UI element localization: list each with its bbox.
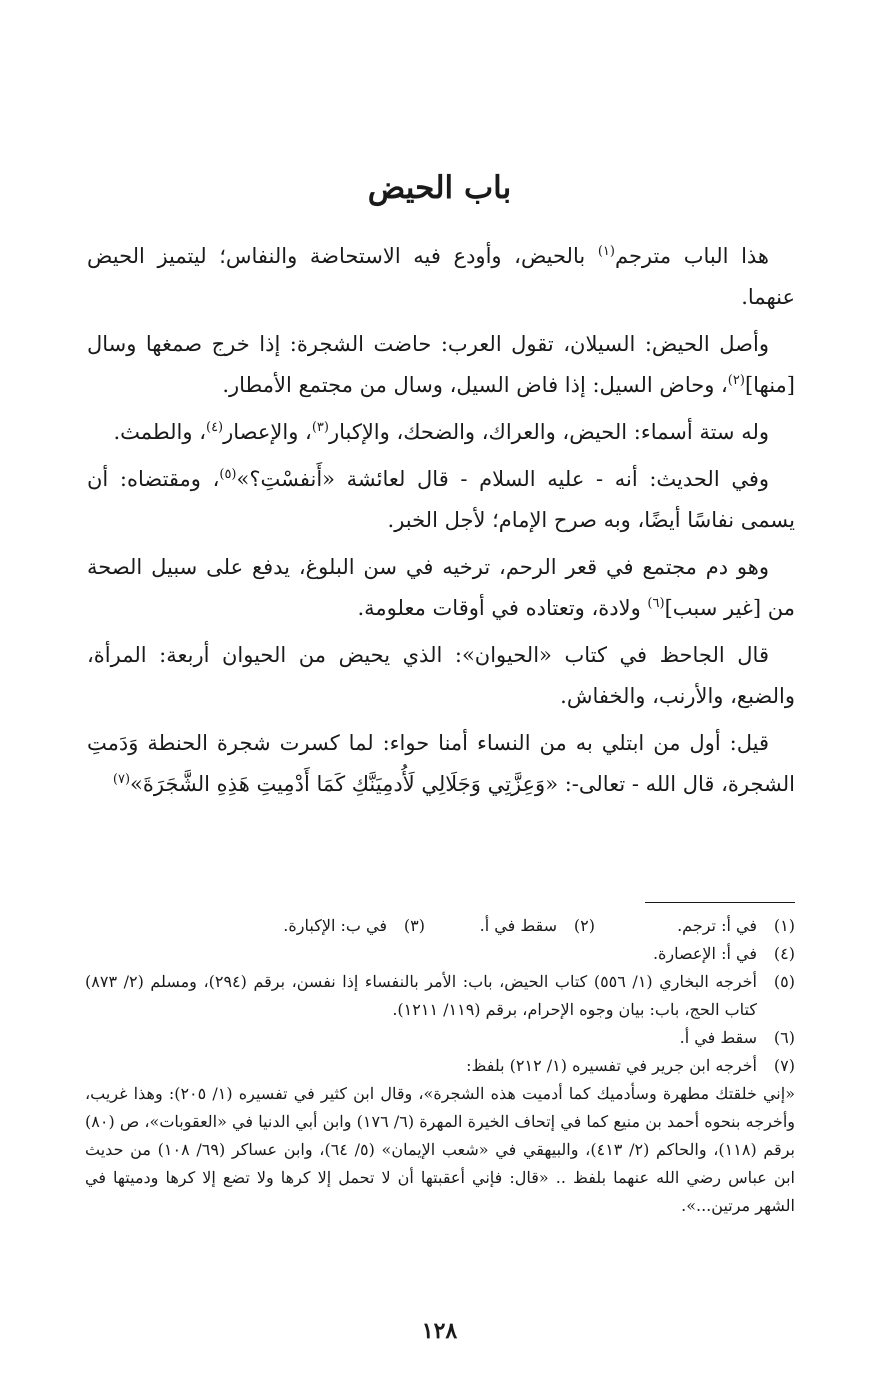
footnote-text: سقط في أ. [479,916,557,935]
footnote-number: (١) [773,916,795,935]
footnote-1 [595,912,795,940]
footnote-number: (٢) [573,916,595,935]
paragraph-text: وله ستة أسماء: الحيض، والعراك، والضحك، والإكبار [328,420,769,444]
footnote-ref-1[interactable]: (١) [597,244,615,259]
footnote-ref-5[interactable]: (٥) [219,467,237,482]
footnote-3 [283,912,425,940]
footnote-row-1-3 [85,912,795,940]
chapter-title: باب الحيض [367,170,512,206]
paragraph-text: وفي الحديث: أنه - عليه السلام - قال لعائشة «أَنفسْتِ؟» [236,467,769,491]
footnote-text: أخرجه البخاري (١/ ٥٥٦) كتاب الحيض، باب: الأمر بالنفساء إذا نفسن، برقم (٢٩٤)، ومسلم (٢/ ٨٧٣) كتاب الحج، باب: بيان وجوه الإحرام، برقم (١١٩/ ١٢١١). [85,972,757,1019]
paragraph-7 [87,723,795,805]
footnote-number: (٥) [773,972,795,991]
paragraph-1 [87,236,795,318]
footnote-number: (٦) [773,1028,795,1047]
paragraph-text: ، والإعصار [223,420,312,444]
paragraph-5 [87,547,795,629]
footnote-ref-3[interactable]: (٣) [311,420,329,435]
footnote-ref-7[interactable]: (٧) [112,772,131,787]
footnote-text: أخرجه ابن جرير في تفسيره (١/ ٢١٢) بلفظ: [466,1056,757,1075]
paragraph-text: ، وحاض السيل: إذا فاض السيل، وسال من مجتمع الأمطار. [222,373,728,397]
paragraph-text: قال الجاحظ في كتاب «الحيوان»: الذي يحيض من الحيوان أربعة: المرأة، والضبع، والأرنب، والخفاش. [87,643,795,708]
footnote-number: (٣) [403,916,425,935]
paragraph-3 [87,412,795,453]
paragraph-text: وأصل الحيض: السيلان، تقول العرب: حاضت الشجرة: إذا خرج صمغها وسال [منها] [87,332,795,397]
footnote-6 [85,1024,795,1052]
footnote-number: (٧) [773,1056,795,1075]
footnote-text: في أ: الإعصارة. [652,944,757,963]
main-text [87,236,795,811]
footnote-text: سقط في أ. [679,1028,757,1047]
paragraph-text: ، والطمث. [113,420,206,444]
footnote-ref-2[interactable]: (٢) [727,373,745,388]
paragraph-text: ولادة، وتعتاده في أوقات معلومة. [357,596,648,620]
page-number: ١٢٨ [421,1318,458,1344]
paragraph-text: قيل: أول من ابتلي به من النساء أمنا حواء: لما كسرت شجرة الحنطة وَدَمتِ الشجرة، قال الله - تعالى-: «وَعِزَّتِي وَجَلَالِي لَأُدمِيَنَّكِ كَمَا أَدْمِيتِ هَذِهِ الشَّجَرَةَ» [87,731,795,796]
paragraph-6 [87,635,795,717]
footnote-7-continuation: «إني خلقتك مطهرة وسأدميك كما أدميت هذه الشجرة»، وقال ابن كثير في تفسيره (١/ ٢٠٥): وهذا غريب، وأخرجه بنحوه أحمد بن منيع كما في إتحاف الخيرة المهرة (٦/ ١٧٦) وابن أبي الدنيا في «العقوبات»، ص (٨٠) برقم (١١٨)، والحاكم (٢/ ٤١٣)، والبيهقي في «شعب الإيمان» (٥/ ٦٤)، وابن عساكر (٦٩/ ١٠٨) من حديث ابن عباس رضي الله عنهما بلفظ .. «قال: فإني أعقبتها أن لا تحمل إلا كرها ولا تضع إلا كرها ودميتها في الشهر مرتين...». [85,1084,795,1215]
footnote-text: في أ: ترجم. [677,916,757,935]
paragraph-2 [87,324,795,406]
paragraph-4 [87,459,795,541]
footnote-2 [425,912,595,940]
footnote-ref-6[interactable]: (٦) [647,596,665,611]
footnotes [85,912,795,1220]
footnote-separator [645,902,795,903]
footnote-4 [85,940,795,968]
paragraph-text: وهو دم مجتمع في قعر الرحم، ترخيه في سن البلوغ، يدفع على سبيل الصحة من [غير سبب] [87,555,795,620]
footnote-5 [85,968,795,1024]
footnote-number: (٤) [773,944,795,963]
footnote-7 [85,1052,795,1080]
paragraph-text: ، ومقتضاه: أن يسمى نفاسًا أيضًا، وبه صرح الإمام؛ لأجل الخبر. [87,467,795,532]
paragraph-text: هذا الباب مترجم [614,244,770,268]
footnote-ref-4[interactable]: (٤) [205,420,224,435]
paragraph-text: بالحيض، وأودع فيه الاستحاضة والنفاس؛ ليتميز الحيض عنهما. [87,244,795,309]
footnote-text: في ب: الإكبارة. [283,916,387,935]
